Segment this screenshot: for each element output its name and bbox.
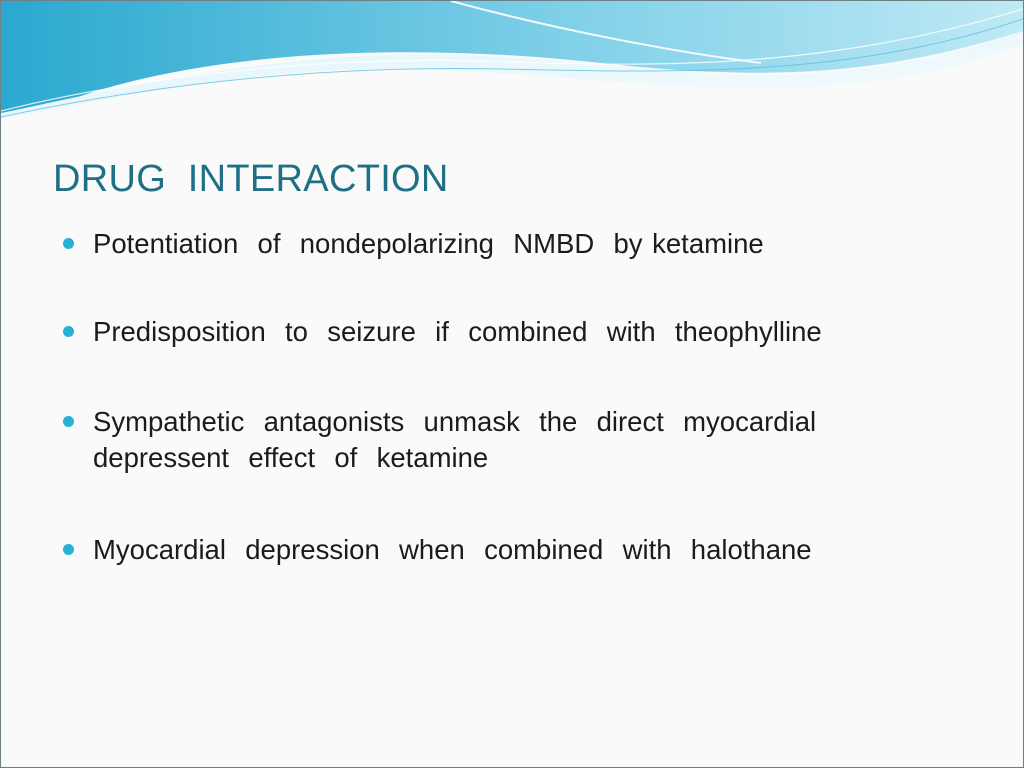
bullet-text: Predisposition to seizure if combined with theophylline (93, 316, 822, 347)
bullet-dot-icon (63, 238, 74, 249)
bullet-dot-icon (63, 544, 74, 555)
bullet-dot-icon (63, 416, 74, 427)
slide-title: DRUG INTERACTION (53, 158, 449, 200)
bullet-text: Potentiation of nondepolarizing NMBD by ketamine (93, 228, 764, 259)
bullet-text: Sympathetic antagonists unmask the direct myocardial depressent effect of ketamine (93, 406, 817, 473)
header-wave-decoration (1, 1, 1023, 131)
bullet-text: Myocardial depression when combined with halothane (93, 534, 812, 565)
bullet-dot-icon (63, 326, 74, 337)
